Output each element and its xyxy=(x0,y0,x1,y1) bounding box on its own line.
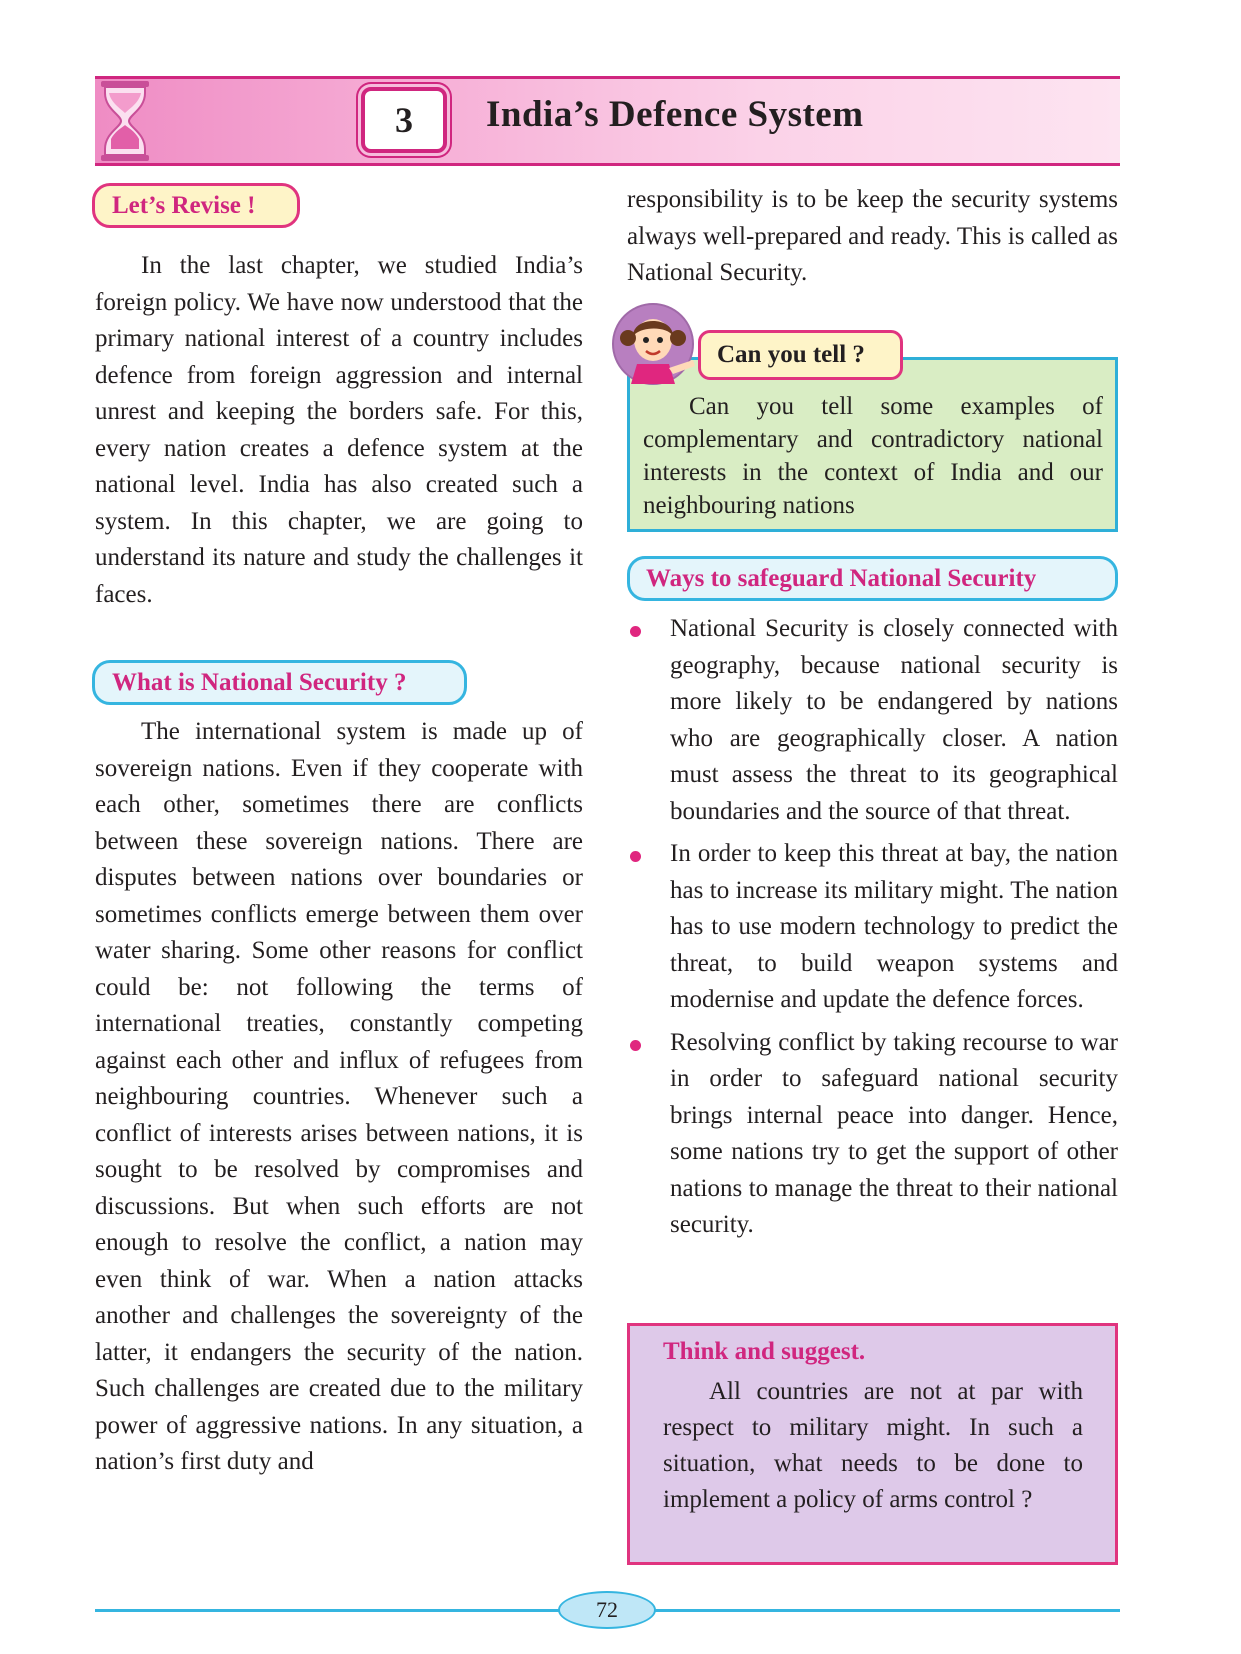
think-suggest-title: Think and suggest. xyxy=(663,1338,866,1365)
chapter-header xyxy=(95,76,1120,166)
national-security-paragraph: The international system is made up of sovereign nations. Even if they cooperate with each other, sometimes there are conflicts between these sovereign nations. There are disputes between nations over boundaries or sometimes conflicts emerge between them over water sharing. Some other reasons for conflict could be: not following the terms of international treaties, constantly competing against each other and influx of refugees from neighbouring countries. Whenever such a conflict of interests arises between nations, it is sought to be resolved by compromises and discussions. But when such efforts are not enough to resolve the conflict, a nation may even think of war. When a nation attacks another and challenges the sovereignty of the latter, it endangers the security of the nation. Such challenges are created due to the military power of aggressive nations. In any situation, a nation’s first duty and xyxy=(95,718,583,1475)
ways-bullet-list xyxy=(628,611,1118,1250)
can-you-tell-text: Can you tell some examples of complementary and contradictory national interests in the context of India and our neighbouring nations xyxy=(643,393,1103,519)
ways-heading: Ways to safeguard National Security xyxy=(627,556,1118,601)
can-you-tell-label: Can you tell ? xyxy=(698,330,903,380)
lets-revise-label: Let’s Revise ! xyxy=(92,183,300,228)
page-number: 72 xyxy=(558,1591,656,1629)
think-suggest-text: All countries are not at par with respect to military might. In such a situation, what needs to be done to implement a policy of arms control ? xyxy=(663,1378,1083,1513)
hourglass-icon xyxy=(95,79,155,163)
revise-paragraph: In the last chapter, we studied India’s foreign policy. We have now understood that the primary national interest of a country includes defence from foreign aggression and internal unrest and keeping the borders safe. For this, every nation creates a defence system at the national level. India has also created such a system. In this chapter, we are going to understand its nature and study the challenges it faces. xyxy=(95,252,583,608)
list-item: Resolving conflict by taking recourse to war in order to safeguard national security brings internal peace into danger. Hence, some nations try to get the support of other nations to manage the threat to their national security. xyxy=(628,1025,1118,1244)
continued-paragraph: responsibility is to be keep the security systems always well-prepared and ready. This is called as National Security. xyxy=(627,186,1118,286)
list-item: In order to keep this threat at bay, the nation has to increase its military might. The nation has to use modern technology to predict the threat, to build weapon systems and modernise and update the defence forces. xyxy=(628,836,1118,1019)
list-item: National Security is closely connected with geography, because national security is more likely to be endangered by nations who are geographically closer. A nation must assess the threat to its geographical boundaries and the source of that threat. xyxy=(628,611,1118,830)
chapter-number-badge: 3 xyxy=(361,87,447,153)
girl-avatar-icon xyxy=(611,302,707,390)
national-security-heading: What is National Security ? xyxy=(92,660,467,705)
chapter-title: India’s Defence System xyxy=(486,94,864,135)
